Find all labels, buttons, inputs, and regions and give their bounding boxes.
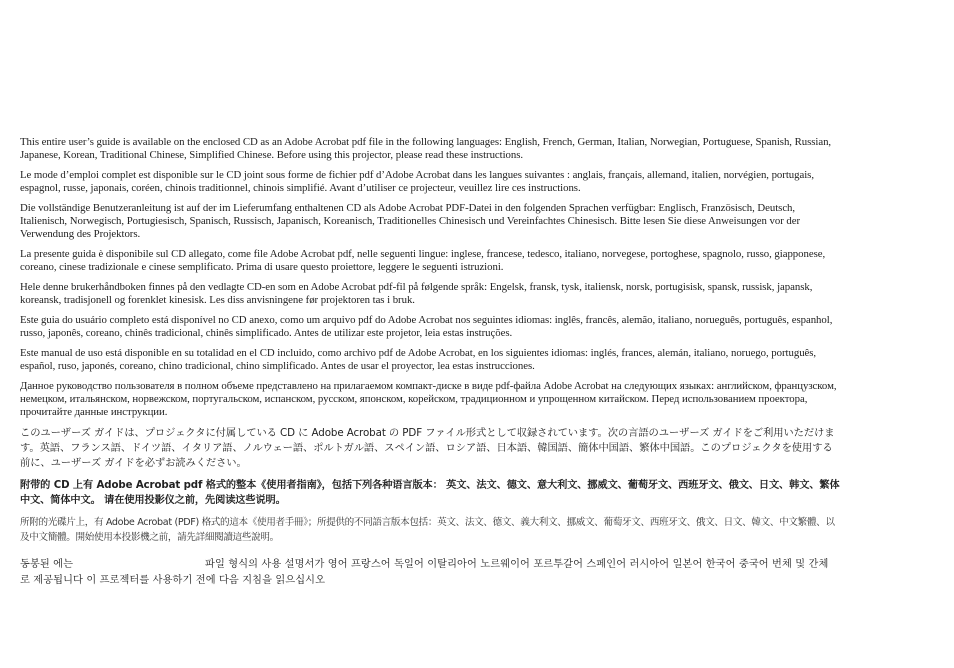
paragraph-spanish: Este manual de uso está disponible en su totalidad en el CD incluido, como archivo pdf de Adobe Acrobat, en los siguientes idiomas: inglés, frances, alemán, italiano, noruego, português, español, ruso, japonés, coreano, chino tradicional, chino simplificado. Antes de usar el proyector, lea estas instrucciones. [20, 347, 817, 372]
paragraph-french: Le mode d’emploi complet est disponible sur le CD joint sous forme de fichier pdf d’Adobe Acrobat dans les langues suivantes : anglais, français, allemand, italien, norvégien, portugais, espagnol, russe, japonais, coréen, chinois traditionnel, chinois simplifié. Avant d’utiliser ce projecteur, veuillez lire ces instructions. [20, 169, 814, 194]
paragraph-traditional-chinese: 所附的光碟片上，有 Adobe Acrobat (PDF) 格式的這本《使用者手冊》；所提供的不同語言版本包括：英文、法文、德文、義大利文、挪威文、葡萄牙文、西班牙文、俄文、日文、韓文、中文繁體、以及中文簡體。開始使用本投影機之前，請先詳細閱讀這些說明。 [20, 517, 835, 543]
paragraph-german: Die vollständige Benutzeranleitung ist auf der im Lieferumfang enthaltenen CD als Adobe Acrobat PDF-Datei in den folgenden Sprachen verfügbar: Englisch, Französisch, Deutsch, Italienisch, Norwegisch, Portugiesisch, Spanisch, Russisch, Japanisch, Koreanisch, Traditionelles Chinesisch und Vereinfachtes Chinesisch. Bitte lesen Sie diese Anweisungen vor der Verwendung des Projektors. [20, 202, 801, 240]
paragraph-russian: Данное руководство пользователя в полном объеме представлено на прилагаемом компакт-диске в виде pdf-файла Adobe Acrobat на следующих языках: английском, французском, немецком, итальянском, норвежском, португальском, испанском, русском, японском, корейском, традиционном и упрощенном китайском. Перед использованием проектора, прочитайте данные инструкции. [20, 380, 837, 418]
paragraph-portuguese: Este guia do usuário completo está disponível no CD anexo, como um arquivo pdf do Adobe Acrobat nos seguintes idiomas: inglês, francês, alemão, italiano, norueguês, português, espanhol, russo, japonês, coreano, chinês tradicional, chinês simplificado. Antes de utilizar este projetor, leia estas instruções. [20, 314, 833, 339]
paragraph-norwegian: Hele denne brukerhåndboken finnes på den vedlagte CD-en som en Adobe Acrobat pdf-fil på følgende språk: Engelsk, fransk, tysk, italiensk, norsk, portugisisk, spansk, russisk, japansk, koreansk, tradisjonell og forenklet kinesisk. Les diss anvisningene før projektoren tas i bruk. [20, 281, 813, 306]
multilingual-notice [20, 136, 840, 596]
paragraph-japanese: このユーザーズ ガイドは、プロジェクタに付属している CD に Adobe Acrobat の PDF ファイル形式として収録されています。次の言語のユーザーズ ガイドをご利用いただけます。英語、フランス語、ドイツ語、イタリア語、ノルウェー語、ポルトガル語、スペイン語、ロシア語、日本語、韓国語、簡体中国語、繁体中国語。このプロジェクタを使用する前に、ユーザーズ ガイドを必ずお読みください。 [20, 427, 835, 469]
paragraph-simplified-chinese: 附带的 CD 上有 Adobe Acrobat pdf 格式的整本《使用者指南》，包括下列各种语言版本： 英文、法文、德文、意大利文、挪威文、葡萄牙文、西班牙文、俄文、日文、韩文、繁体中文、简体中文。 请在使用投影仪之前，先阅读这些说明。 [20, 480, 840, 506]
paragraph-english: This entire user’s guide is available on the enclosed CD as an Adobe Acrobat pdf file in the following languages: English, French, German, Italian, Norwegian, Portuguese, Spanish, Russian, Japanese, Korean, Traditional Chinese, Simplified Chinese. Before using this projector, please read these instructions. [20, 136, 832, 161]
paragraph-italian: La presente guida è disponibile sul CD allegato, come file Adobe Acrobat pdf, nelle seguenti lingue: inglese, francese, tedesco, italiano, norvegese, portoghese, spagnolo, russo, giapponese, coreano, cinese tradizionale e cinese semplificato. Prima di usare questo proiettore, leggere le seguenti istruzioni. [20, 248, 826, 273]
korean-text-start: 동봉된 에는 [20, 559, 74, 570]
korean-text-rest: 파일 형식의 사용 설명서가 영어 프랑스어 독일어 이탈리아어 노르웨이어 포르투갈어 스페인어 러시아어 일본어 한국어 중국어 번체 및 간체 로 제공됩니다 이 프로젝터를 사용하기 전에 다음 지침을 읽으십시오 [20, 559, 829, 586]
paragraph-korean [20, 557, 840, 589]
